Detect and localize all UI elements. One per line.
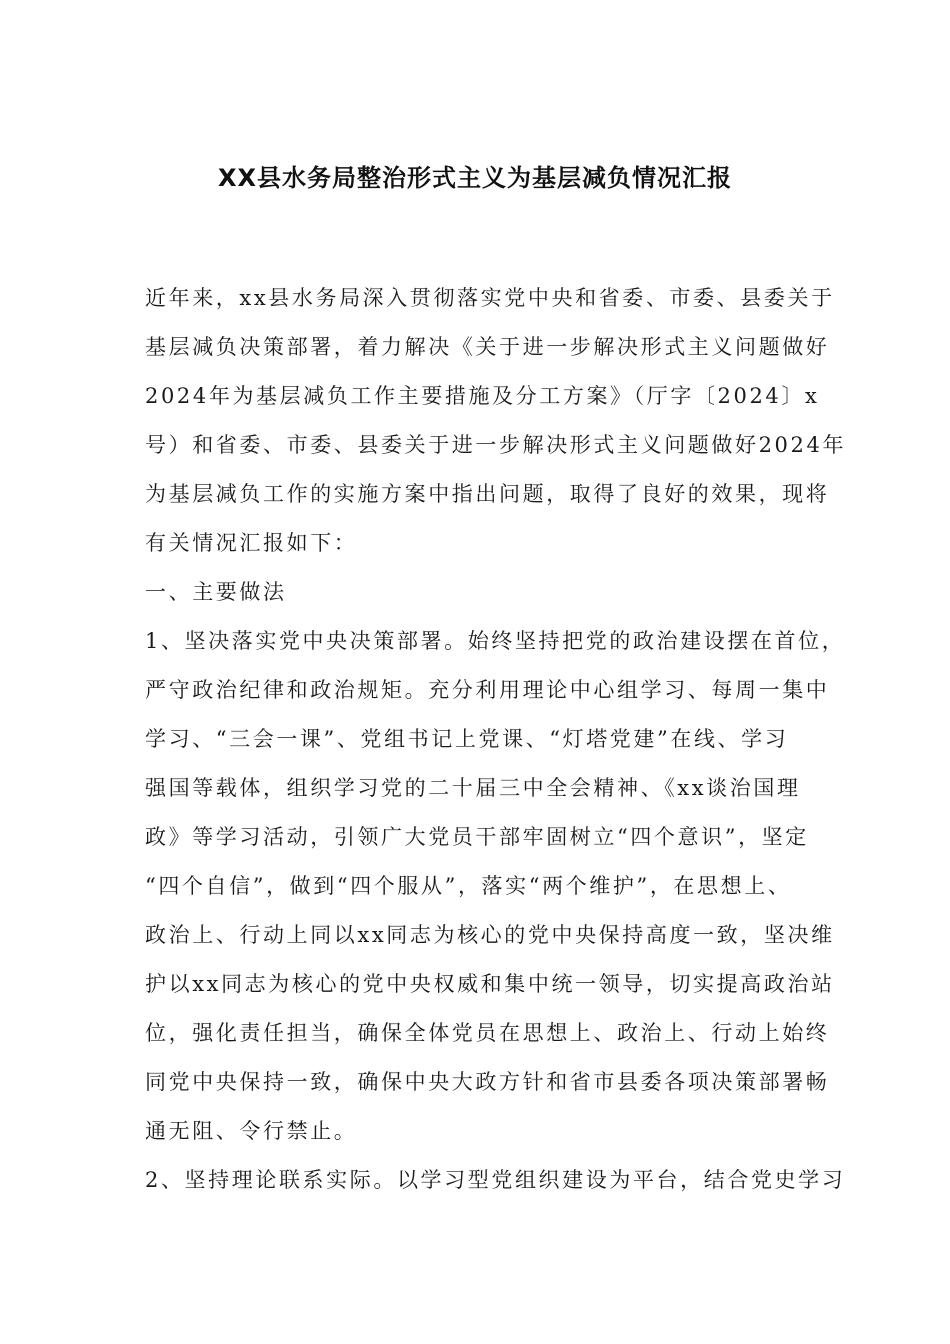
body-line: 通无阻、令行禁止。	[145, 1119, 358, 1143]
body-line: 位，强化责任担当，确保全体党员在思想上、政治上、行动上始终	[145, 1021, 830, 1045]
body-line: 政》等学习活动，引领广大党员干部牢固树立“四个意识”，坚定	[145, 825, 809, 849]
body-line: 号）和省委、市委、县委关于进一步解决形式主义问题做好2024年	[145, 433, 847, 457]
body-line: 基层减负决策部署，着力解决《关于进一步解决形式主义问题做好	[145, 335, 830, 359]
body-line: 学习、“三会一课”、党组书记上党课、“灯塔党建”在线、学习	[145, 727, 789, 751]
document-title: XX县水务局整治形式主义为基层减负情况汇报	[217, 164, 732, 192]
body-line: 2、坚持理论联系实际。以学习型党组织建设为平台，结合党史学习	[145, 1168, 846, 1192]
body-line: 2024年为基层减负工作主要措施及分工方案》（厅字〔2024〕x	[145, 384, 820, 408]
document-body	[145, 278, 847, 1209]
body-line: 严守政治纪律和政治规矩。充分利用理论中心组学习、每周一集中	[145, 678, 830, 702]
body-line: 近年来，xx县水务局深入贯彻落实党中央和省委、市委、县委关于	[145, 286, 835, 310]
body-line: 为基层减负工作的实施方案中指出问题，取得了良好的效果，现将	[145, 482, 830, 506]
body-line: 有关情况汇报如下：	[145, 531, 358, 555]
body-line: 强国等载体，组织学习党的二十届三中全会精神、《xx谈治国理	[145, 776, 801, 800]
body-line: 同党中央保持一致，确保中央大政方针和省市县委各项决策部署畅	[145, 1070, 830, 1094]
body-line: “四个自信”，做到“四个服从”，落实“两个维护”，在思想上、	[145, 874, 792, 898]
body-line: 护以xx同志为核心的党中央权威和集中统一领导，切实提高政治站	[145, 972, 835, 996]
section-heading: 一、主要做法	[145, 580, 287, 604]
body-line: 1、坚决落实党中央决策部署。始终坚持把党的政治建设摆在首位，	[145, 629, 846, 653]
body-line: 政治上、行动上同以xx同志为核心的党中央保持高度一致，坚决维	[145, 923, 835, 947]
